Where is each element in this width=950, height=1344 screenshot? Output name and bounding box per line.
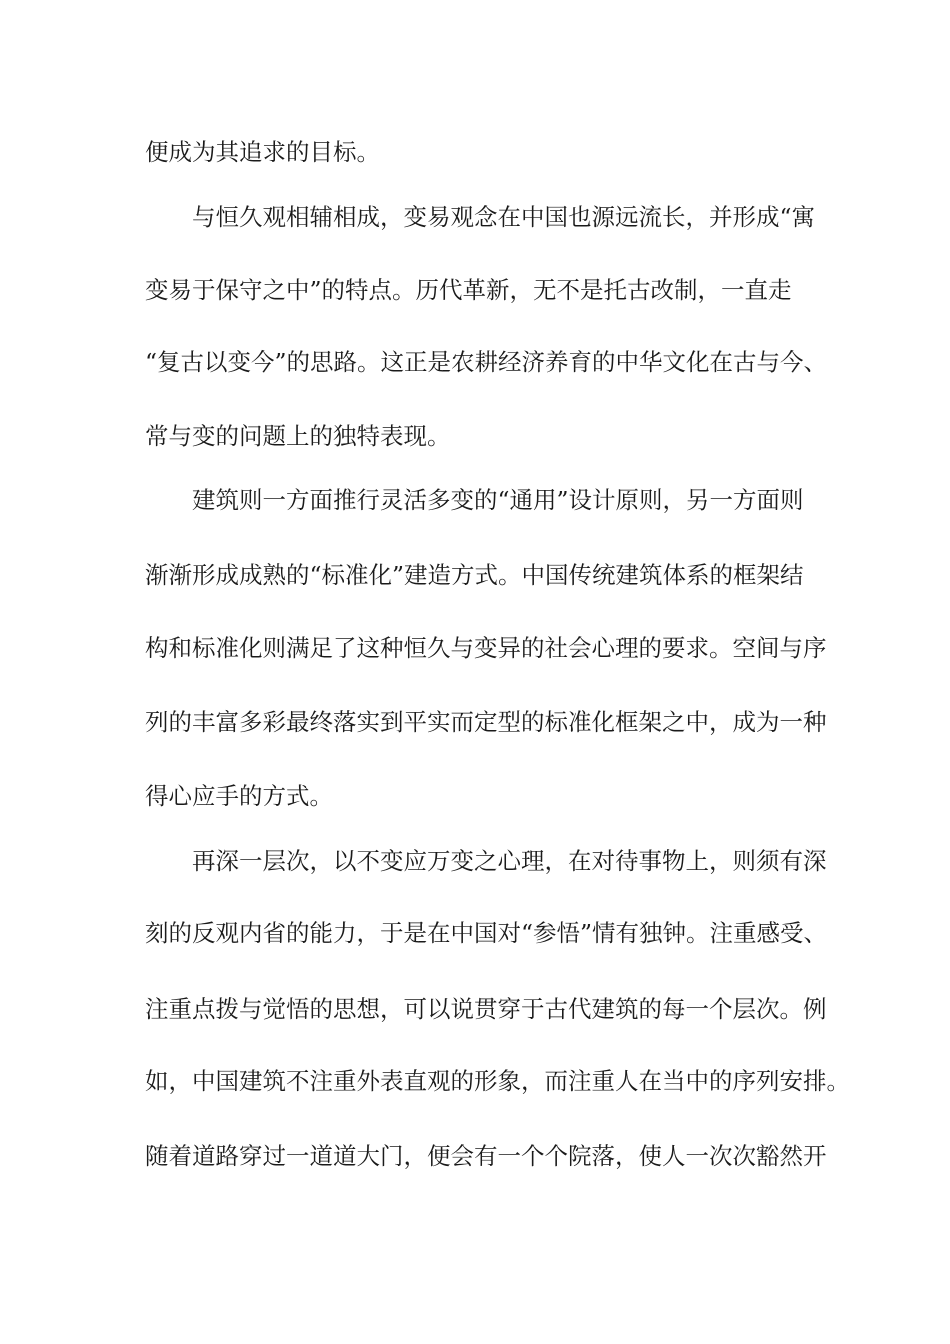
text-line: 得心应手的方式。 bbox=[145, 782, 333, 810]
text-line: 构和标准化则满足了这种恒久与变异的社会心理的要求。空间与序 bbox=[145, 634, 827, 662]
text-line: 如，中国建筑不注重外表直观的形象，而注重人在当中的序列安排。 bbox=[145, 1067, 850, 1095]
text-line: 变易于保守之中”的特点。历代革新，无不是托古改制，一直走 bbox=[145, 276, 792, 304]
text-line: 便成为其追求的目标。 bbox=[145, 138, 380, 166]
text-line: 常与变的问题上的独特表现。 bbox=[145, 422, 451, 450]
text-line: 列的丰富多彩最终落实到平实而定型的标准化框架之中，成为一种 bbox=[145, 708, 827, 736]
text-line: 渐渐形成成熟的“标准化”建造方式。中国传统建筑体系的框架结 bbox=[145, 561, 804, 589]
text-line: 随着道路穿过一道道大门，便会有一个个院落，使人一次次豁然开 bbox=[145, 1142, 827, 1170]
paragraph-start-line: 与恒久观相辅相成，变易观念在中国也源远流长，并形成“寓 bbox=[192, 203, 816, 231]
text-line: 刻的反观内省的能力，于是在中国对“参悟”情有独钟。注重感受、 bbox=[145, 919, 828, 947]
paragraph-start-line: 再深一层次，以不变应万变之心理，在对待事物上，则须有深 bbox=[192, 847, 827, 875]
text-line: 注重点拨与觉悟的思想，可以说贯穿于古代建筑的每一个层次。例 bbox=[145, 995, 827, 1023]
text-line: “复古以变今”的思路。这正是农耕经济养育的中华文化在古与今、 bbox=[145, 348, 828, 376]
paragraph-start-line: 建筑则一方面推行灵活多变的“通用”设计原则，另一方面则 bbox=[192, 486, 804, 514]
